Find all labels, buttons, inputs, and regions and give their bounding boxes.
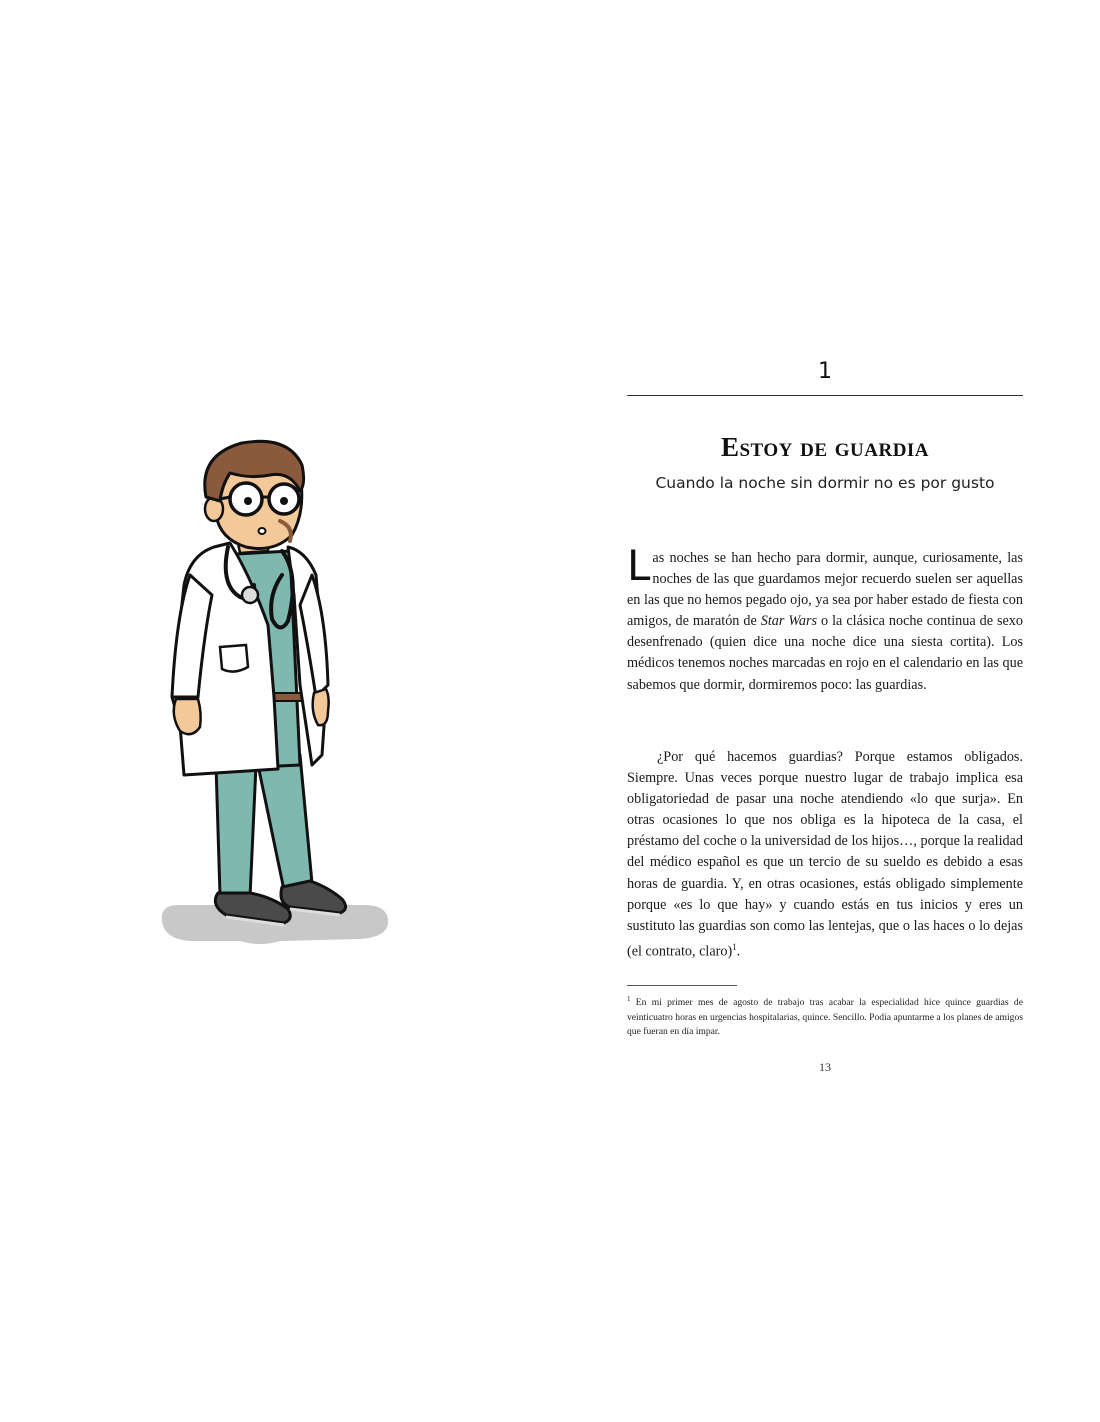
paragraph-2-end: . [736,943,741,960]
right-page [600,340,1070,1100]
mouth [259,528,266,534]
left-eye [244,497,252,505]
coat-pocket [220,645,248,672]
left-hand [174,699,201,734]
chapter-number: 1 [818,359,832,384]
paragraph-1 [627,541,1023,696]
chapter-title: Estoy de guardia [720,432,930,462]
glasses-arm [220,497,230,499]
chapter-divider [627,395,1023,396]
right-hand [313,689,329,725]
footnote-ref[interactable]: 1 [732,941,737,952]
right-eye [280,497,288,505]
left-leg [216,765,256,897]
footnote-divider [627,985,737,986]
paragraph-1-text-a: as noches se han hecho para dormir, aunque, curiosamente, las noches de las que guardamos mejor recuerdo suelen ser aquellas en las que no hemos pegado ojo, ya sea por haber estado de fiesta con amigos, de maratón de [627,550,1023,630]
chapter-subtitle: Cuando la noche sin dormir no es por gusto [655,474,995,492]
doctor-illustration [150,435,410,975]
left-page [0,340,560,1060]
paragraph-1-text-b: o la clásica noche continua de sexo desenfrenado (quien dice una noche dice una siesta cortita). Los médicos tenemos noches marcadas en rojo en el calendario en las que sabemos que dormir, dormiremos poco: las guardias. [627,613,1023,693]
footnote-text: En mi primer mes de agosto de trabajo tras acabar la especialidad hice quince guardias de veinticuatro horas en urgencias hospitalarias, quince. Sencillo. Podía apuntarme a los planes de amigos que fueran en día impar. [627,997,1023,1038]
footnote [627,992,1023,1040]
paragraph-2-text: ¿Por qué hacemos guardias? Porque estamos obligados. Siempre. Unas veces porque nuestro lugar de trabajo implica esa obligatoriedad de pasar una noche atendiendo «lo que surja». En otras ocasiones lo que nos obliga es la hipoteca de la casa, el préstamo del coche o la universidad de los hijos…, porque la realidad del médico español es que un tercio de su sueldo es debido a esas horas de guardia. Y, en otras ocasiones, estás obligado simplemente porque «es lo que hay» y cuando estás en tus inicios y eres un sustituto las guardias son como las lentejas, que o las haces o lo dejas (el contrato, claro) [627,749,1023,960]
paragraph-1-italic: Star Wars [760,613,818,630]
right-leg [258,755,312,890]
page-number: 13 [819,1060,831,1074]
stethoscope-chestpiece [242,587,258,603]
drop-cap: L [627,541,651,590]
paragraph-2 [627,747,1023,963]
footnote-marker: 1 [627,995,631,1003]
